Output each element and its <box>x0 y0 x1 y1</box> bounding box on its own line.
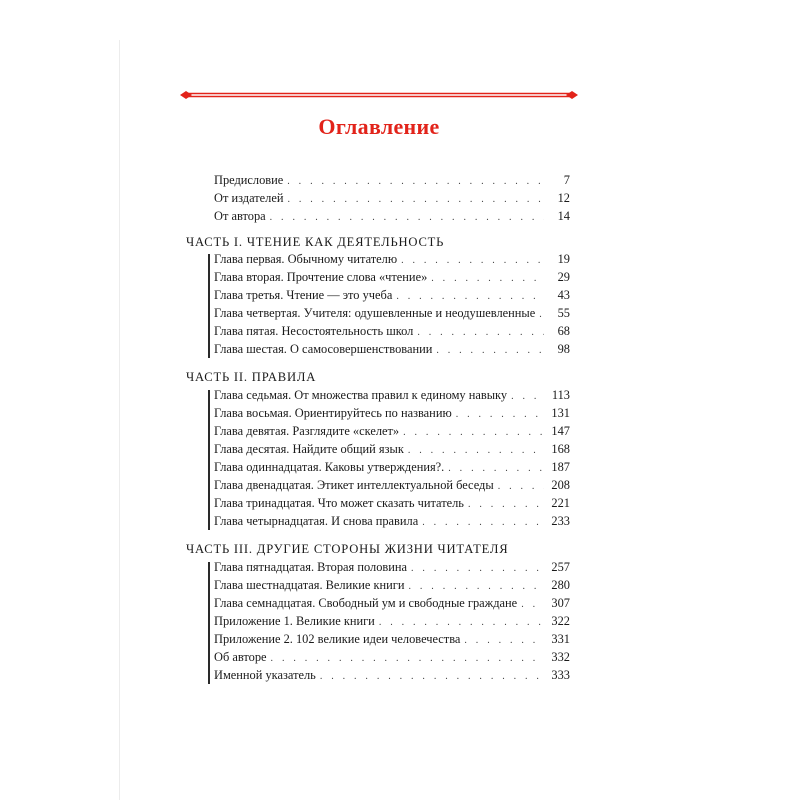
toc-entry[interactable] <box>214 250 570 268</box>
toc-entry-label: От издателей <box>214 191 284 205</box>
toc-entry-label: Глава четвертая. Учителя: одушевленные и неодушевленные <box>214 306 536 320</box>
toc-entry-label: Глава шестнадцатая. Великие книги <box>214 578 405 592</box>
toc-entry-page: 147 <box>551 424 570 438</box>
toc-entry-page: 331 <box>551 632 570 646</box>
toc-entry-page: 333 <box>551 668 570 682</box>
toc-entry-page: 43 <box>557 288 570 302</box>
toc-entry-page: 98 <box>557 342 570 356</box>
toc-entry-label: Предисловие <box>214 173 284 187</box>
dot-leader <box>270 209 544 227</box>
toc-entry-page: 12 <box>557 191 570 205</box>
toc-entry-page: 322 <box>551 614 570 628</box>
section-bar <box>208 254 210 358</box>
toc-entry-page: 131 <box>551 406 570 420</box>
part-heading-3[interactable]: ЧАСТЬ III. ДРУГИЕ СТОРОНЫ ЖИЗНИ ЧИТАТЕЛЯ <box>186 542 509 556</box>
toc-entry-publishers[interactable] <box>214 189 570 207</box>
toc-entry[interactable] <box>214 558 570 576</box>
toc-entry[interactable] <box>214 648 570 666</box>
toc-title: Оглавление <box>318 114 440 139</box>
toc-entry-label: Глава четырнадцатая. И снова правила <box>214 514 419 528</box>
toc-entry-page: 55 <box>557 306 570 320</box>
toc-entry-page: 14 <box>557 209 570 223</box>
toc-entry[interactable] <box>214 286 570 304</box>
toc-entry-label: Глава восьмая. Ориентируйтесь по названию <box>214 406 452 420</box>
toc-entry[interactable] <box>214 630 570 648</box>
toc-entry-label: Глава десятая. Найдите общий язык <box>214 442 404 456</box>
toc-entry-label: Именной указатель <box>214 668 316 682</box>
toc-entry-page: 168 <box>551 442 570 456</box>
toc-entry[interactable] <box>214 458 570 476</box>
toc-entry[interactable] <box>214 594 570 612</box>
toc-entry-label: Глава пятая. Несостоятельность школ <box>214 324 414 338</box>
toc-entry-page: 7 <box>563 173 570 187</box>
toc-entry[interactable] <box>214 340 570 358</box>
toc-entry-label: Глава пятнадцатая. Вторая половина <box>214 560 408 574</box>
toc-entry-label: Приложение 1. Великие книги <box>214 614 375 628</box>
part-heading-1[interactable]: ЧАСТЬ I. ЧТЕНИЕ КАК ДЕЯТЕЛЬНОСТЬ <box>186 235 445 249</box>
toc-entry[interactable] <box>214 322 570 340</box>
toc-entry-author-note[interactable] <box>214 207 570 225</box>
toc-entry-label: Глава девятая. Разглядите «скелет» <box>214 424 400 438</box>
toc-entry-page: 307 <box>551 596 570 610</box>
toc-entry[interactable] <box>214 494 570 512</box>
toc-entry-page: 187 <box>551 460 570 474</box>
toc-entry-page: 19 <box>557 252 570 266</box>
toc-entry-page: 68 <box>557 324 570 338</box>
toc-entry-label: Об авторе <box>214 650 267 664</box>
toc-entry[interactable] <box>214 304 570 322</box>
toc-entry-label: Глава первая. Обычному читателю <box>214 252 398 266</box>
toc-entry[interactable] <box>214 440 570 458</box>
toc-entry[interactable] <box>214 512 570 530</box>
toc-entry-page: 208 <box>551 478 570 492</box>
dot-leader <box>436 342 544 360</box>
toc-entry-label: Глава одиннадцатая. Каковы утверждения?. <box>214 460 445 474</box>
dot-leader <box>320 668 544 686</box>
part-heading-2[interactable]: ЧАСТЬ II. ПРАВИЛА <box>186 370 317 384</box>
toc-entry[interactable] <box>214 476 570 494</box>
toc-entry-page: 221 <box>551 496 570 510</box>
toc-entry[interactable] <box>214 422 570 440</box>
toc-entry-label: Глава семнадцатая. Свободный ум и свободные граждане <box>214 596 518 610</box>
section-bar <box>208 562 210 684</box>
toc-entry-label: Глава вторая. Прочтение слова «чтение» <box>214 270 428 284</box>
toc-entry-page: 233 <box>551 514 570 528</box>
dot-leader <box>422 514 544 532</box>
toc-entry-label: Глава шестая. О самосовершенствовании <box>214 342 433 356</box>
toc-entry-page: 29 <box>557 270 570 284</box>
toc-entry[interactable] <box>214 404 570 422</box>
toc-entry-page: 332 <box>551 650 570 664</box>
toc-entry-preface[interactable] <box>214 171 570 189</box>
toc-entry-page: 113 <box>551 388 570 402</box>
toc-entry-label: От автора <box>214 209 266 223</box>
toc-entry-page: 280 <box>551 578 570 592</box>
toc-entry-label: Глава двенадцатая. Этикет интеллектуальной беседы <box>214 478 494 492</box>
toc-entry-label: Глава третья. Чтение — это учеба <box>214 288 393 302</box>
toc-entry-label: Глава тринадцатая. Что может сказать читатель <box>214 496 464 510</box>
toc-entry-label: Приложение 2. 102 великие идеи человечества <box>214 632 461 646</box>
toc-entry[interactable] <box>214 576 570 594</box>
toc-entry[interactable] <box>214 268 570 286</box>
toc-entry[interactable] <box>214 666 570 684</box>
section-bar <box>208 390 210 530</box>
decorative-rule-ornament <box>180 89 578 101</box>
toc-entry-label: Глава седьмая. От множества правил к единому навыку <box>214 388 508 402</box>
toc-entry[interactable] <box>214 612 570 630</box>
toc-entry-page: 257 <box>551 560 570 574</box>
toc-entry[interactable] <box>214 386 570 404</box>
